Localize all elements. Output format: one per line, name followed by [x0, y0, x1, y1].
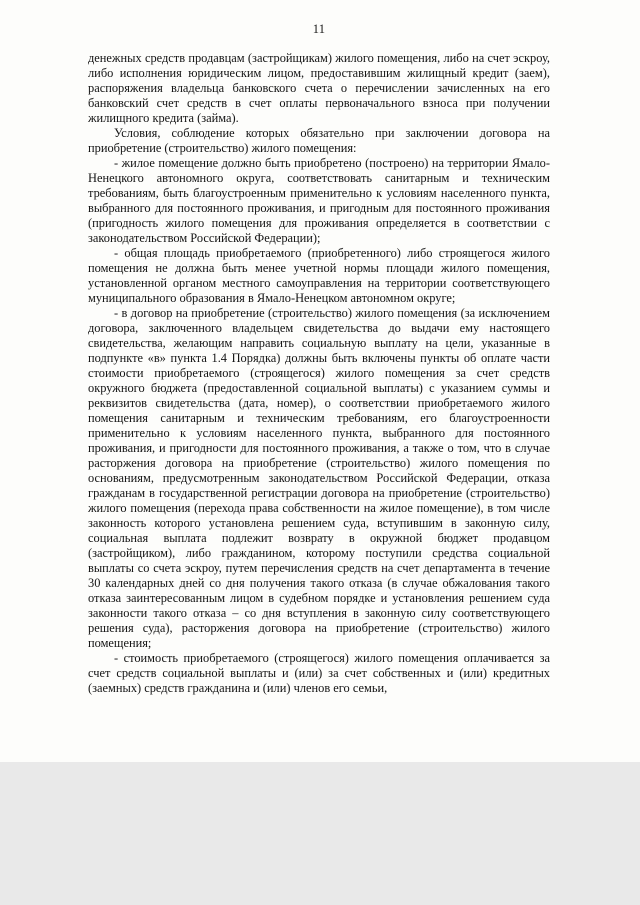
- paragraph: - в договор на приобретение (строительство) жилого помещения (за исключением договора, заключенного владельцем свидетельства до выдачи ему настоящего свидетельства, желающим направить социальную выплату на цели, указанные в подпункте «в» пункта 1.4 Порядка) должны быть включены пункты об оплате части стоимости приобретаемого (строящегося) жилого помещения за счет средств окружного бюджета (предоставленной социальной выплаты) с указанием суммы и реквизитов свидетельства (дата, номер), о соответствии приобретаемого жилого помещения санитарным и техническим требованиям, его благоустроенности применительно к условиям населенного пункта, выбранного для постоянного проживания, и пригодности для постоянного проживания, а также о том, что в случае расторжения договора на приобретение (строительство) жилого помещения по основаниям, предусмотренным законодательством Российской Федерации, отказа гражданам в государственной регистрации договора на приобретение (строительство) жилого помещения (перехода права собственности на жилое помещение), в том числе законность которого установлена решением суда, вступившим в законную силу, социальная выплата подлежит возврату в окружной бюджет продавцом (застройщиком), либо гражданином, которому поступили средства социальной выплаты со счета эскроу, путем перечисления средств на счет департамента в течение 30 календарных дней со дня получения такого отказа (в случае обжалования такого отказа заинтересованным лицом в судебном порядке и установления решением суда законности такого отказа – со дня вступления в законную силу соответствующего решения суда), расторжения договора на приобретение (строительство) жилого помещения;: [88, 306, 550, 650]
- paragraph: - общая площадь приобретаемого (приобретенного) либо строящегося жилого помещения не должна быть менее учетной нормы площади жилого помещения, установленной органом местного самоуправления на территории соответствующего муниципального образования в Ямало-Ненецком автономном округе;: [88, 246, 550, 305]
- paragraph: - стоимость приобретаемого (строящегося) жилого помещения оплачивается за счет средств социальной выплаты и (или) за счет собственных и (или) кредитных (заемных) средств гражданина и (или) членов его семьи,: [88, 651, 550, 695]
- paragraph: Условия, соблюдение которых обязательно при заключении договора на приобретение (строительство) жилого помещения:: [88, 126, 550, 155]
- page-content: [88, 22, 550, 696]
- page-number: 11: [312, 22, 326, 36]
- paragraph: денежных средств продавцам (застройщикам) жилого помещения, либо на счет эскроу, либо исполнения юридическим лицом, предоставившим жилищный кредит (заем), распоряжения владельца банковского счета о перечислении зачисленных на его банковский счет средств в счет оплаты первоначального взноса при получении жилищного кредита (займа).: [88, 51, 550, 125]
- page-background-area: [0, 762, 640, 905]
- paragraph: - жилое помещение должно быть приобретено (построено) на территории Ямало-Ненецкого автономного округа, соответствовать санитарным и техническим требованиям, быть благоустроенным применительно к условиям населенного пункта, выбранного для постоянного проживания, и пригодным для постоянного проживания (пригодность жилого помещения для проживания определяется в соответствии с законодательством Российской Федерации);: [88, 156, 550, 245]
- document-body: [88, 51, 550, 696]
